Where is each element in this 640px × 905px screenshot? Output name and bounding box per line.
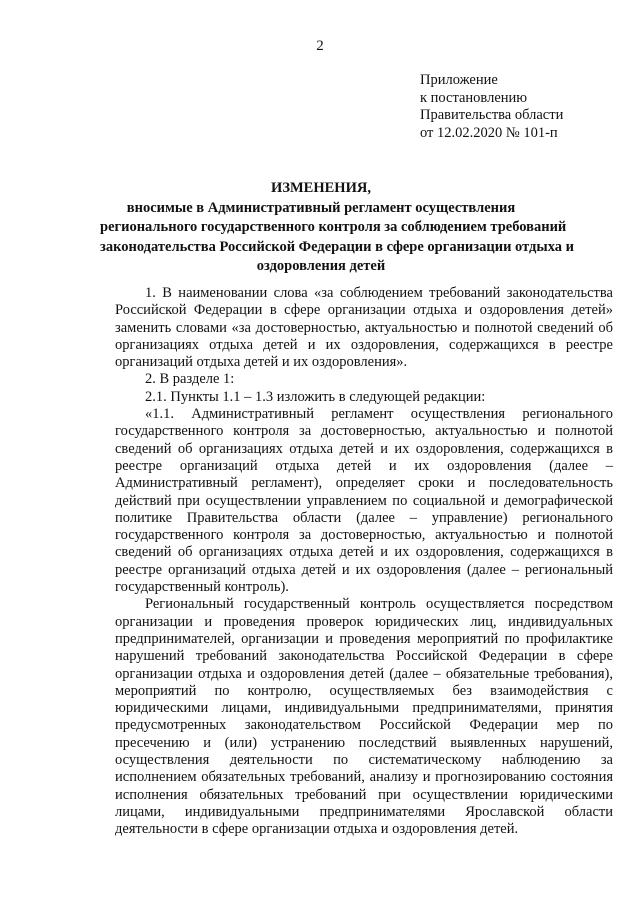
- heading-subtitle-line: законодательства Российской Федерации в сфере организации отдыха и: [100, 238, 574, 255]
- heading-subtitle-line: регионального государственного контроля за соблюдением требований: [100, 219, 567, 235]
- paragraph-4: «1.1. Административный регламент осуществления регионального государственного контроля за достоверностью, актуальностью и полнотой сведений об организациях отдыха детей и их оздоровления, содержащихся в реестре организаций отдыха детей и их оздоровления (далее – Административный регламент), определяет сроки и последовательность действий при осуществлении управлением по социальной и демографической политике Правительства области (далее – управление) регионального государственного контроля за достоверностью, актуальностью и полнотой сведений об организациях отдыха детей и их оздоровления, содержащихся в реестре организаций отдыха детей и их оздоровления (далее – региональный государственный контроль).: [115, 406, 613, 596]
- paragraph-5: Региональный государственный контроль осуществляется посредством организации и проведения проверок юридических лиц, индивидуальных предпринимателей, организации и проведения мероприятий по профилактике нарушений требований законодательства Российской Федерации в сфере организации отдыха и оздоровления детей (далее – обязательные требования), мероприятий по контролю, осуществляемых без взаимодействия с юридическими лицами, индивидуальными предпринимателями, принятия предусмотренных законодательством Российской Федерации мер по пресечению и (или) устранению последствий выявленных нарушений, осуществления деятельности по систематическому наблюдению за исполнением обязательных требований, анализу и прогнозированию состояния исполнения обязательных требований при осуществлении юридическими лицами, индивидуальными предпринимателями Ярославской области деятельности в сфере организации отдыха и оздоровления детей.: [115, 596, 613, 838]
- document-body: [115, 285, 613, 839]
- appendix-line: от 12.02.2020 № 101-п: [420, 124, 558, 141]
- appendix-line: Правительства области: [420, 107, 564, 123]
- paragraph-1: 1. В наименовании слова «за соблюдением требований законодательства Российской Федерации в сфере организации отдыха и оздоровления детей» заменить словами «за достоверностью, актуальностью и полнотой сведений об организациях отдыха детей и их оздоровления, содержащихся в реестре организаций отдыха детей и их оздоровления».: [115, 285, 613, 371]
- heading-title: ИЗМЕНЕНИЯ,: [271, 180, 371, 196]
- appendix-line: к постановлению: [420, 89, 528, 106]
- heading-subtitle-line: оздоровления детей: [256, 258, 386, 274]
- document-heading: [100, 179, 574, 277]
- heading-subtitle-line: вносимые в Административный регламент осуществления: [126, 199, 516, 216]
- appendix-reference: [420, 72, 563, 142]
- paragraph-3: 2.1. Пункты 1.1 – 1.3 изложить в следующей редакции:: [145, 388, 486, 405]
- paragraph-2: 2. В разделе 1:: [145, 371, 235, 388]
- page-number: 2: [316, 38, 324, 54]
- appendix-line: Приложение: [420, 72, 498, 88]
